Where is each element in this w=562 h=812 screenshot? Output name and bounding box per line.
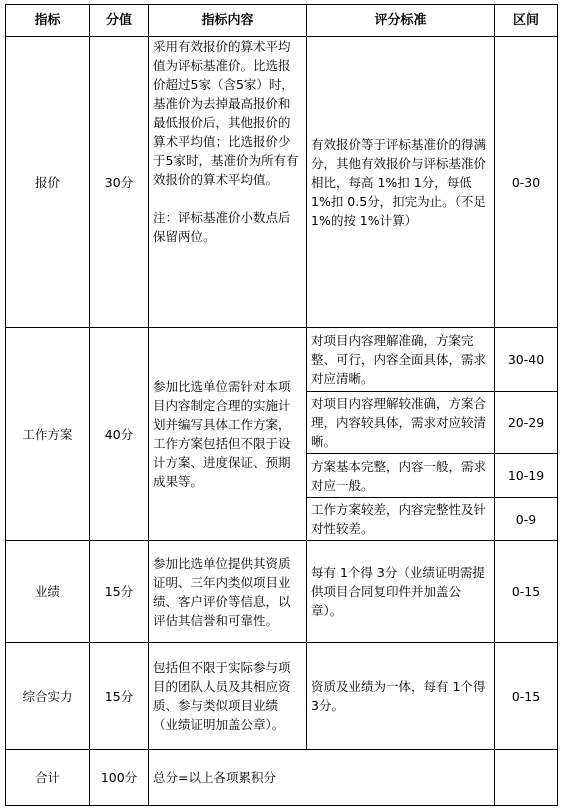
content-note: 注：评标基准价小数点后保留两位。 (153, 210, 291, 244)
table-row-plan (6, 328, 558, 392)
range-cell: 0-30 (495, 37, 558, 328)
content-cell: 参加比选单位提供其资质证明、三年内类似项目业绩、客户评价等信息，以评估其信誉和可靠性。 (149, 541, 307, 643)
range-cell: 20-29 (495, 392, 558, 454)
standard-cell: 对项目内容理解较准确，方案合理，内容较具体，需求对应较清晰。 (307, 392, 495, 454)
standard-cell: 有效报价等于评标基准价的得满分，其他有效报价与评标基准价相比，每高 1%扣 1分，每低 1%扣 0.5分，扣完为止。（不足 1%的按 1%计算） (307, 37, 495, 328)
content-text: 采用有效报价的算术平均值为评标基准价。比选报价超过5家（含5家）时，基准价为去掉最高报价和最低报价后，其他报价的算术平均值；比选报价少于5家时，基准价为所有有效报价的算术平均值。 (153, 39, 299, 187)
standard-cell: 方案基本完整，内容一般，需求对应一般。 (307, 454, 495, 498)
standard-cell: 每有 1个得 3分（业绩证明需提供项目合同复印件并加盖公章）。 (307, 541, 495, 643)
table-row-price (6, 37, 558, 328)
indicator-cell: 业绩 (6, 541, 90, 643)
header-standard: 评分标准 (307, 5, 495, 37)
header-content: 指标内容 (149, 5, 307, 37)
range-cell: 10-19 (495, 454, 558, 498)
total-score: 100分 (90, 750, 149, 806)
table-row-performance (6, 541, 558, 643)
score-cell: 15分 (90, 541, 149, 643)
header-score: 分值 (90, 5, 149, 37)
content-spacer (153, 189, 302, 208)
indicator-cell: 综合实力 (6, 643, 90, 750)
content-cell (149, 37, 307, 328)
score-cell: 40分 (90, 328, 149, 541)
standard-cell: 资质及业绩为一体，每有 1个得 3分。 (307, 643, 495, 750)
range-cell: 0-15 (495, 541, 558, 643)
indicator-cell: 报价 (6, 37, 90, 328)
table-row-total (6, 750, 558, 806)
header-row (6, 5, 558, 37)
total-formula: 总分=以上各项累积分 (149, 750, 495, 806)
total-range (495, 750, 558, 806)
content-cell: 包括但不限于实际参与项目的团队人员及其相应资质、参与类似项目业绩（业绩证明加盖公章）。 (149, 643, 307, 750)
range-cell: 0-9 (495, 498, 558, 541)
total-label: 合计 (6, 750, 90, 806)
standard-cell: 工作方案较差，内容完整性及针对性较差。 (307, 498, 495, 541)
indicator-cell: 工作方案 (6, 328, 90, 541)
range-cell: 30-40 (495, 328, 558, 392)
range-cell: 0-15 (495, 643, 558, 750)
header-indicator: 指标 (6, 5, 90, 37)
score-cell: 30分 (90, 37, 149, 328)
scoring-table (5, 4, 558, 806)
table-row-strength (6, 643, 558, 750)
standard-cell: 对项目内容理解准确，方案完整、可行，内容全面具体，需求对应清晰。 (307, 328, 495, 392)
content-cell: 参加比选单位需针对本项目内容制定合理的实施计划并编写具体工作方案，工作方案包括但不限于设计方案、进度保证、预期成果等。 (149, 328, 307, 541)
header-range: 区间 (495, 5, 558, 37)
score-cell: 15分 (90, 643, 149, 750)
